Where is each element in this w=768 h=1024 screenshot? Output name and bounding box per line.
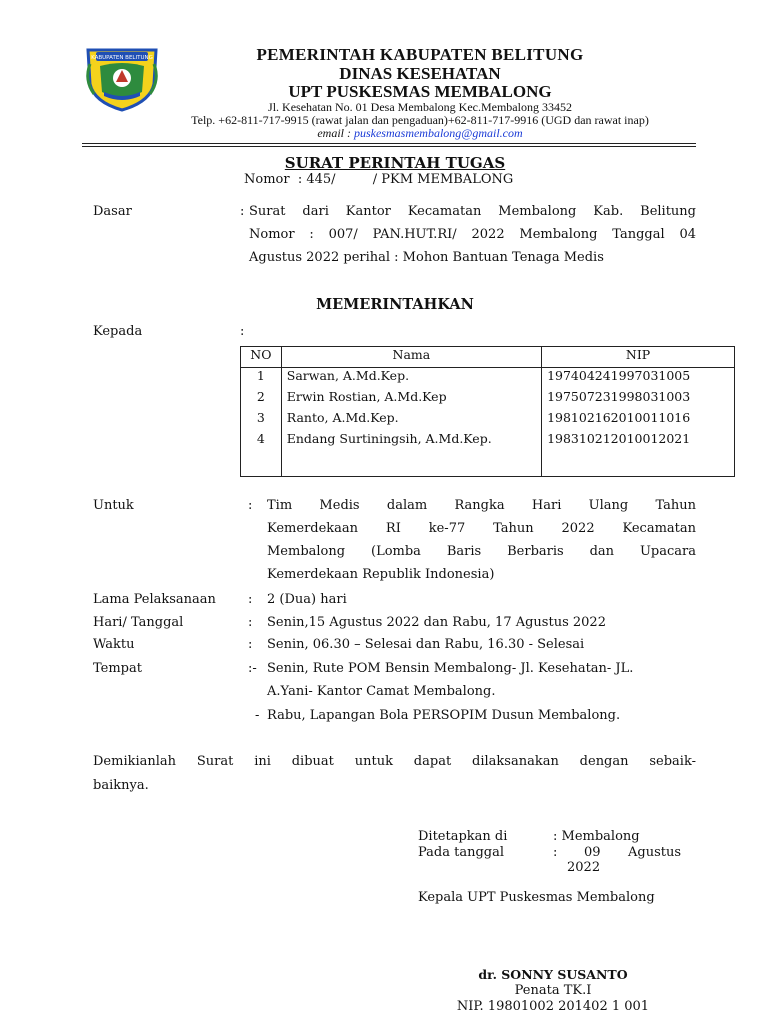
lama-label: Lama Pelaksanaan	[93, 592, 216, 607]
table-row	[241, 389, 735, 410]
untuk-line-1: Tim Medis dalam Rangka Hari Ulang Tahun	[267, 498, 696, 513]
row-nama: Erwin Rostian, A.Md.Kep	[281, 389, 541, 410]
lama-value: 2 (Dua) hari	[267, 592, 347, 607]
untuk-line-4: Kemerdekaan Republik Indonesia)	[267, 567, 495, 582]
kepada-label: Kepada	[93, 324, 143, 339]
row-nip: 197507231998031003	[542, 389, 735, 410]
ditetapkan-value: : Membalong	[553, 829, 640, 844]
row-no: 2	[241, 389, 282, 410]
row-nip: 198310212010012021	[542, 431, 735, 452]
letterhead-department: DINAS KESEHATAN	[339, 64, 501, 83]
lama-colon: :	[248, 592, 253, 607]
email-label: email :	[317, 126, 354, 140]
closing-line-2: baiknya.	[93, 778, 149, 793]
table-row	[241, 368, 735, 390]
letterhead-government: PEMERINTAH KABUPATEN BELITUNG	[256, 45, 584, 64]
dasar-line-2: Nomor : 007/ PAN.HUT.RI/ 2022 Membalong Tanggal 04	[249, 227, 696, 242]
letterhead-rule-top	[82, 143, 696, 144]
hari-colon: :	[248, 615, 253, 630]
dasar-line-1: Surat dari Kantor Kecamatan Membalong Kab. Belitung	[249, 204, 696, 219]
personnel-table	[240, 346, 735, 477]
table-row-empty	[241, 452, 735, 477]
document-number: Nomor : 445/ / PKM MEMBALONG	[244, 172, 514, 187]
email-link[interactable]: puskesmasmembalong@gmail.com	[353, 126, 523, 140]
tempat-line-1: Senin, Rute POM Bensin Membalong- Jl. Kesehatan- JL.	[267, 661, 634, 676]
signer-rank: Penata TK.I	[514, 983, 592, 998]
table-row	[241, 410, 735, 431]
tempat-dash: -	[255, 708, 260, 723]
letterhead-email-line	[150, 126, 690, 141]
row-nama: Endang Surtiningsih, A.Md.Kep.	[281, 431, 541, 452]
tempat-label: Tempat	[93, 661, 142, 676]
tanggal-label: Pada tanggal	[418, 845, 505, 860]
waktu-label: Waktu	[93, 637, 135, 652]
logo-banner-text: KABUPATEN BELITUNG	[91, 55, 153, 61]
memerintahkan-heading: MEMERINTAHKAN	[316, 296, 474, 313]
dasar-line-3: Agustus 2022 perihal : Mohon Bantuan Tenaga Medis	[249, 250, 604, 265]
table-row	[241, 431, 735, 452]
signer-nip: NIP. 19801002 201402 1 001	[456, 999, 650, 1014]
waktu-value: Senin, 06.30 – Selesai dan Rabu, 16.30 - Selesai	[267, 637, 585, 652]
signer-position: Kepala UPT Puskesmas Membalong	[418, 890, 655, 905]
letterhead-rule-bottom	[82, 146, 696, 147]
waktu-colon: :	[248, 637, 253, 652]
signer-name: dr. SONNY SUSANTO	[478, 967, 628, 982]
tanggal-day: 09	[584, 845, 601, 860]
document-title: SURAT PERINTAH TUGAS	[284, 154, 506, 172]
dasar-colon: :	[240, 204, 245, 219]
tanggal-colon: :	[553, 845, 558, 860]
tempat-line-3: Rabu, Lapangan Bola PERSOPIM Dusun Membalong.	[267, 708, 621, 723]
letterhead-address: Jl. Kesehatan No. 01 Desa Membalong Kec.Membalong 33452	[268, 100, 572, 114]
row-nip: 198102162010011016	[542, 410, 735, 431]
tempat-colon: :-	[248, 661, 257, 676]
table-header-row	[241, 347, 735, 368]
table-header-nip: NIP	[542, 347, 735, 368]
ditetapkan-label: Ditetapkan di	[418, 829, 508, 844]
untuk-line-3: Membalong (Lomba Baris Berbaris dan Upacara	[267, 544, 696, 559]
letterhead-phone: Telp. +62-811-717-9915 (rawat jalan dan pengaduan)+62-811-717-9916 (UGD dan rawat inap)	[191, 113, 649, 127]
dasar-label: Dasar	[93, 204, 132, 219]
letterhead-puskesmas: UPT PUSKESMAS MEMBALONG	[288, 82, 552, 101]
row-no: 4	[241, 431, 282, 452]
row-nip: 197404241997031005	[542, 368, 735, 390]
row-nama: Sarwan, A.Md.Kep.	[281, 368, 541, 390]
untuk-colon: :	[248, 498, 253, 513]
hari-label: Hari/ Tanggal	[93, 615, 184, 630]
kepada-colon: :	[240, 324, 245, 339]
tempat-line-2: A.Yani- Kantor Camat Membalong.	[267, 684, 496, 699]
row-no: 1	[241, 368, 282, 390]
closing-line-1: Demikianlah Surat ini dibuat untuk dapat dilaksanakan dengan sebaik-	[93, 754, 696, 769]
hari-value: Senin,15 Agustus 2022 dan Rabu, 17 Agustus 2022	[267, 615, 606, 630]
table-header-no: NO	[241, 347, 282, 368]
row-nama: Ranto, A.Md.Kep.	[281, 410, 541, 431]
untuk-line-2: Kemerdekaan RI ke-77 Tahun 2022 Kecamatan	[267, 521, 696, 536]
row-no: 3	[241, 410, 282, 431]
table-header-nama: Nama	[281, 347, 541, 368]
untuk-label: Untuk	[93, 498, 134, 513]
tanggal-year: 2022	[567, 860, 601, 875]
tanggal-month: Agustus	[628, 845, 682, 860]
